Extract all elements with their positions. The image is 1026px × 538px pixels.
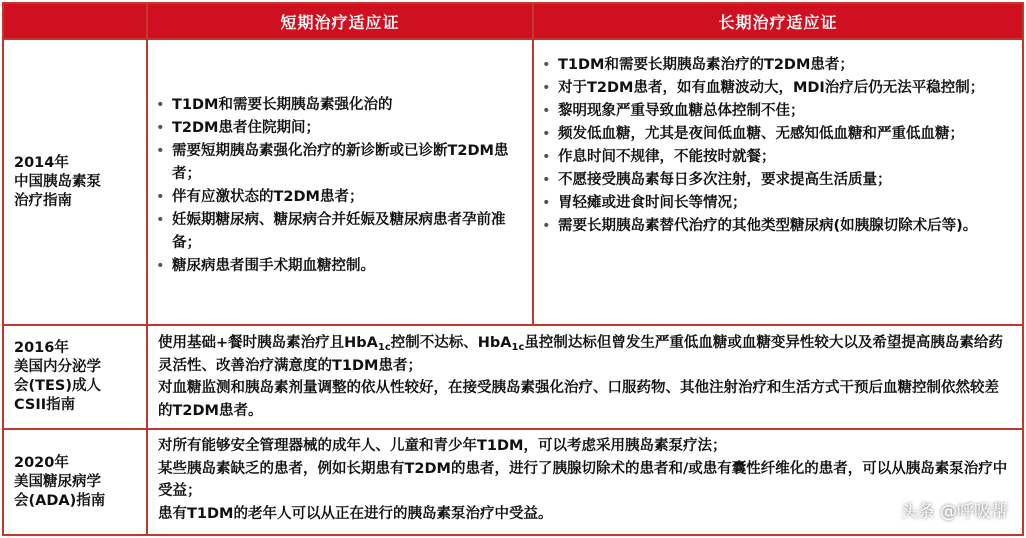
- header-short-term: [147, 3, 533, 39]
- header-short-term-label: 短期治疗适应证: [280, 12, 400, 32]
- list-item: • 需要短期胰岛素强化治疗的新诊断或已诊断T2DM患者；: [148, 140, 522, 186]
- row-2014-label: [3, 39, 147, 325]
- list-item: • 作息时间不规律，不能按时就餐；: [534, 146, 1012, 169]
- list-item: • T1DM和需要长期胰岛素治疗的T2DM患者；: [534, 54, 1012, 77]
- row-2020-org: 美国糖尿病学: [14, 473, 101, 490]
- guideline-table: [2, 2, 1024, 536]
- long-term-list: [534, 54, 1012, 238]
- row-2014-long-term: [533, 39, 1023, 325]
- row-2016-label: [3, 325, 147, 429]
- row-2020-label: [3, 429, 147, 535]
- header-long-term: [533, 3, 1023, 39]
- row-2016-doc: CSII指南: [14, 397, 76, 413]
- watermark: 头条 @呼吸帮: [900, 502, 1008, 522]
- row-2016-org-1: 美国内分泌学: [14, 359, 101, 375]
- list-item: • T2DM患者住院期间；: [148, 117, 522, 140]
- row-2016-org-2: 会(TES)成人: [14, 378, 101, 394]
- row-2014-org: 中国胰岛素泵: [14, 173, 101, 190]
- row-2014-doc: 治疗指南: [14, 192, 72, 209]
- list-item: • 黎明现象严重导致血糖总体控制不佳；: [534, 100, 1012, 123]
- list-item: • 胃轻瘫或进食时间长等情况；: [534, 192, 1012, 215]
- list-item: • 糖尿病患者围手术期血糖控制。: [148, 255, 522, 278]
- list-item: • 对于T2DM患者，如有血糖波动大，MDI治疗后仍无法平稳控制；: [534, 77, 1012, 100]
- list-item: • 频发低血糖，尤其是夜间低血糖、无感知低血糖和严重低血糖；: [534, 123, 1012, 146]
- list-item: • 妊娠期糖尿病、糖尿病合并妊娠及糖尿病患者孕前准备；: [148, 209, 522, 255]
- header-blank-cell: [3, 3, 147, 39]
- list-item: • 需要长期胰岛素替代治疗的其他类型糖尿病(如胰腺切除术后等)。: [534, 215, 1012, 238]
- row-2020-year: 2020年: [14, 454, 69, 471]
- row-2020-doc: 会(ADA)指南: [14, 492, 106, 509]
- row-2014-year: 2014年: [14, 154, 69, 171]
- row-2020-para-3: 患有T1DM的老年人可以从正在进行的胰岛素泵治疗中受益。: [158, 505, 553, 522]
- row-2020-para-2: 某些胰岛素缺乏的患者，例如长期患有T2DM的患者，进行了胰腺切除术的患者和/或患有囊性纤维化的患者，可以从胰岛素泵治疗中受益；: [158, 460, 1008, 499]
- row-2016-year: 2016年: [14, 340, 69, 356]
- row-2016-content: [147, 325, 1023, 429]
- row-2020-para-1: 对所有能够安全管理器械的成年人、儿童和青少年T1DM，可以考虑采用胰岛素泵疗法；: [158, 438, 727, 454]
- row-2014-short-term: [147, 39, 533, 325]
- short-term-list: [148, 94, 522, 278]
- header-long-term-label: 长期治疗适应证: [718, 12, 838, 32]
- row-2016-para-1: 使用基础+餐时胰岛素治疗且HbA$_{1c}$控制不达标、HbA$_{1c}$虽控制达标但曾发生严重低血糖或血糖变异性较大以及希望提高胰岛素给药灵活性、改善治疗满意度的T1DM患者；: [158, 335, 1003, 374]
- row-2020-content: [147, 429, 1023, 535]
- list-item: • T1DM和需要长期胰岛素强化治的: [148, 94, 522, 117]
- list-item: • 伴有应激状态的T2DM患者；: [148, 186, 522, 209]
- list-item: • 不愿接受胰岛素每日多次注射，要求提高生活质量；: [534, 169, 1012, 192]
- row-2016-para-2: 对血糖监测和胰岛素剂量调整的依从性较好，在接受胰岛素强化治疗、口服药物、其他注射治疗和生活方式干预后血糖控制依然较差的T2DM患者。: [158, 380, 999, 419]
